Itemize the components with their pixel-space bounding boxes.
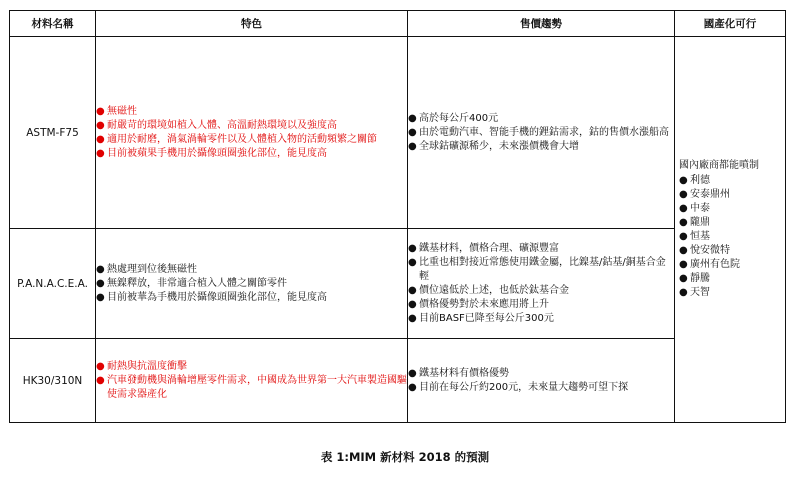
list-item [408,256,674,284]
list-item-text: 耐熱與抗溫度衝擊 [107,360,187,372]
company-item [679,272,781,286]
localization-list [675,159,785,300]
bullet-icon: ● [679,203,688,214]
list-item [96,263,407,277]
list-item-text: 目前BASF已降至每公斤300元 [419,312,554,324]
bullet-icon: ● [679,231,688,242]
list-item-text: 全球鈷礦源稀少，未來漲價機會大增 [419,140,579,152]
company-name: 恒基 [690,231,710,242]
material-name: HK30/310N [10,339,96,423]
list-item [408,381,674,395]
list-item [408,126,674,140]
bullet-icon: ● [96,291,105,303]
bullet-icon: ● [679,217,688,228]
list-item-text: 無鎳釋放，非常適合植入人體之關節零件 [107,277,287,289]
bullet-icon: ● [408,140,417,152]
list-item-text: 適用於耐磨，渦氣渦輪零件以及人體植入物的活動頻繁之關節 [107,133,377,145]
list-item-text: 耐嚴苛的環境如植入人體、高溫耐熱環境以及強度高 [107,119,337,131]
table-caption: 表 1:MIM 新材料 2018 的預測 [320,450,490,464]
company-name: 悅安微特 [690,245,730,256]
bullet-icon: ● [408,242,417,254]
bullet-icon: ● [679,259,688,270]
bullet-icon: ● [96,105,105,117]
company-item [679,188,781,202]
table-row-panacea [10,229,786,339]
bullet-icon: ● [408,298,417,310]
company-item [679,258,781,272]
bullet-icon: ● [96,263,105,275]
bullet-icon: ● [96,147,105,159]
bullet-icon: ● [679,175,688,186]
bullet-icon: ● [96,133,105,145]
list-item-text: 比重也相對接近常態使用鐵金屬，比鎳基/鈷基/銅基合金輕 [419,256,666,282]
company-name: 靜騰 [690,273,710,284]
bullet-icon: ● [408,367,417,379]
localization-title: 國內廠商都能噴制 [679,160,759,171]
bullet-icon: ● [96,277,105,289]
bullet-icon: ● [408,256,417,268]
list-item [408,298,674,312]
list-item [408,367,674,381]
company-name: 廣州有色院 [690,259,740,270]
bullet-icon: ● [96,360,105,372]
header-features: 特色 [96,11,408,37]
bullet-icon: ● [679,287,688,298]
list-item [408,112,674,126]
list-item [408,284,674,298]
list-item [408,312,674,326]
list-item-text: 熱處理到位後無磁性 [107,263,197,275]
list-item [96,360,407,374]
price-trend-cell [408,339,675,423]
bullet-icon: ● [96,374,105,386]
company-item [679,286,781,300]
header-localization: 國產化可行 [675,11,786,37]
bullet-icon: ● [679,189,688,200]
company-item [679,202,781,216]
localization-cell [675,37,786,423]
list-item-text: 價格優勢對於未來應用將上升 [419,298,549,310]
bullet-icon: ● [408,126,417,138]
header-row [10,11,786,37]
list-item-text: 鐵基材料，價格合理、礦源豐富 [419,242,559,254]
header-material: 材料名稱 [10,11,96,37]
list-item [96,291,407,305]
company-item [679,244,781,258]
list-item [96,119,407,133]
list-item [96,133,407,147]
company-item [679,174,781,188]
bullet-icon: ● [408,381,417,393]
list-item-text: 鐵基材料有價格優勢 [419,367,509,379]
features-cell [96,229,408,339]
bullet-icon: ● [408,312,417,324]
bullet-icon: ● [679,245,688,256]
price-trend-cell [408,229,675,339]
list-item-text: 無磁性 [107,105,137,117]
material-name: ASTM-F75 [10,37,96,229]
list-item-text: 汽車發動機與渦輪增壓零件需求，中國成為世界第一大汽車製造國驅使需求器產化 [107,374,407,400]
bullet-icon: ● [408,284,417,296]
company-name: 隴鼎 [690,217,710,228]
list-item-text: 高於每公斤400元 [419,112,499,124]
company-name: 天智 [690,287,710,298]
table-row-astm [10,37,786,229]
features-cell [96,339,408,423]
list-item-text: 價位遠低於上述，也低於鈦基合金 [419,284,569,296]
bullet-icon: ● [679,273,688,284]
materials-forecast-table [9,10,786,423]
bullet-icon: ● [96,119,105,131]
list-item [96,105,407,119]
company-list [679,174,781,300]
list-item-text: 目前在每公斤約200元，未來量大趨勢可望下探 [419,381,629,393]
features-cell [96,37,408,229]
list-item [96,374,407,402]
company-name: 安泰鼎州 [690,189,730,200]
company-item [679,230,781,244]
list-item [408,140,674,154]
header-price-trend: 售價趨勢 [408,11,675,37]
company-name: 中泰 [690,203,710,214]
list-item [408,242,674,256]
list-item-text: 目前被蘋果手機用於攝像頭圈強化部位，能見度高 [107,147,327,159]
list-item-text: 由於電動汽車、智能手機的鋰鈷需求，鈷的售價水漲船高 [419,126,669,138]
list-item [96,147,407,161]
list-item [96,277,407,291]
list-item-text: 目前被華為手機用於攝像頭圈強化部位，能見度高 [107,291,327,303]
company-item [679,216,781,230]
table-row-hk30 [10,339,786,423]
company-name: 利德 [690,175,710,186]
material-name: P.A.N.A.C.E.A. [10,229,96,339]
price-trend-cell [408,37,675,229]
bullet-icon: ● [408,112,417,124]
